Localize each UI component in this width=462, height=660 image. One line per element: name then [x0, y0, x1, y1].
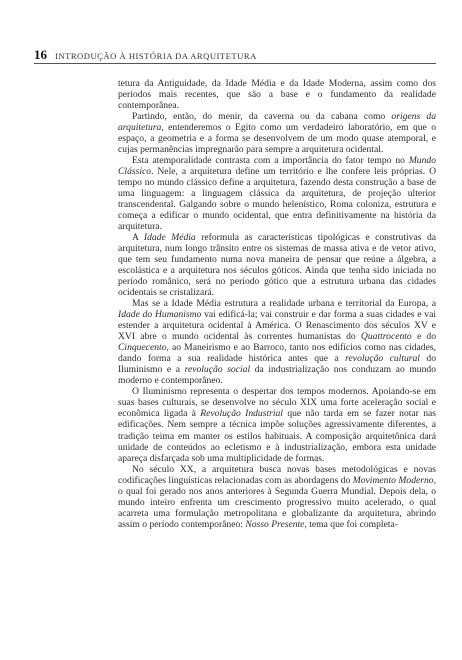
paragraph [118, 78, 436, 111]
page-header [34, 47, 436, 61]
text-segment: que não tarda em se fazer notar nas edificações. Nem sempre a técnica impõe soluções agressivamente diferentes, a tradição teima em manter os estilos habituais. A composição arquitetônica dará unidade de conteúdos ao ecletismo e à industrialização, embora esta unidade apareça disfarçada sob uma multiplicidade de formas. [118, 408, 436, 464]
text-segment: tetura da Antiguidade, da Idade Média e da Idade Moderna, assim como dos períodos mais recentes, que são a base e o fundamento da realidade contemporânea. [118, 78, 436, 112]
paragraph [118, 386, 436, 463]
text-segment: O Iluminismo representa o despertar dos tempos modernos. Apoiando-se em suas bases culturais, se desenvolve no século XIX uma forte aceleração social e econômica ligada à [118, 386, 436, 420]
text-segment: A [132, 232, 144, 244]
text-segment: Esta atemporalidade contrasta com a importância do fator tempo no [132, 155, 409, 167]
paragraph [118, 464, 436, 530]
italic-text: Idade Média [143, 232, 196, 244]
paragraph [118, 232, 436, 298]
text-segment: , tema que foi completa- [304, 518, 398, 530]
text-segment: e do [411, 331, 436, 343]
body-text [118, 78, 436, 530]
paragraph [118, 155, 436, 232]
text-segment: , o qual foi gerado nos anos anteriores à Segunda Guerra Mundial. Depois dela, o mundo inteiro enfrenta um crescimento progressivo muito acelerado, o qual acarreta uma formulação metropolitana e globalizante da arquitetura, abrindo assim o período contemporâneo: [118, 474, 436, 530]
page-number: 16 [34, 47, 47, 62]
running-title: INTRODUÇÃO À HISTÓRIA DA ARQUITETURA [55, 51, 257, 61]
italic-text: Nosso Presente [245, 518, 305, 530]
text-segment: , entenderemos o Egito como um verdadeiro laboratório, em que o espaço, a geometria e a forma se desenvolvem de um modo quase atemporal, e cujas permanências impregnarão para sempre a arquitetura ocidental. [118, 122, 436, 156]
text-segment: Mas se a Idade Média estrutura a realidade urbana e territorial da Europa, a [132, 298, 436, 310]
italic-text: Idade do Humanismo [118, 309, 202, 321]
paragraph [118, 111, 436, 155]
text-segment: Partindo, então, do menir, da caverna ou da cabana como [132, 111, 392, 123]
italic-text: Quattrocento [360, 331, 412, 343]
italic-text: revolução social [184, 364, 251, 376]
italic-text: revolução cultural [345, 353, 420, 365]
header-rule [34, 63, 436, 64]
italic-text: Movimento Moderno [352, 474, 434, 486]
text-segment: , ao Maneirismo e ao Barroco, tanto nos edifícios como nas cidades, dando forma a sua realidade histórica antes que a [118, 342, 436, 365]
text-segment: vai edificá-la; vai construir e dar forma a suas cidades e vai estender a arquitetura ocidental à América. O Renascimento dos séculos XV e XVI abre o mundo ocidental às correntes humanistas do [118, 309, 436, 343]
text-segment: reformula as características tipológicas e construtivas da arquitetura, num longo trânsito entre os sistemas de massa ativa e de vetor ativo, que tem seu fundamento numa nova maneira de pensar que reúne a álgebra, a escolástica e a arquitetura nos séculos góticos. Ainda que tenha sido iniciada no período românico, será no período gótico que a estrutura urbana das cidades ocidentais se cristalizará. [118, 232, 436, 299]
italic-text: Mundo Clássico [118, 155, 436, 178]
paragraph [118, 298, 436, 386]
text-segment: . Nele, a arquitetura define um território e lhe confere leis próprias. O tempo no mundo clássico define a arquitetura, fazendo desta construção a base de uma linguagem: a linguagem clássica da arquitetura, de projeção ulterior transcendental. Galgando sobre o mundo helenístico, Roma coloniza, estrutura e começa a edificar o mundo ocidental, que entra definitivamente na história da arquitetura. [118, 166, 436, 233]
text-segment: No século XX, a arquitetura busca novas bases metodológicas e novas codificações linguísticas relacionadas com as abordagens do [118, 463, 436, 486]
italic-text: Cinquecento [118, 342, 167, 354]
italic-text: origens da arquitetura [118, 111, 436, 134]
text-segment: do Iluminismo e a [118, 353, 436, 376]
italic-text: Revolução Industrial [200, 408, 283, 420]
text-segment: da industrialização nos conduzam ao mundo moderno e contemporâneo. [118, 364, 436, 387]
